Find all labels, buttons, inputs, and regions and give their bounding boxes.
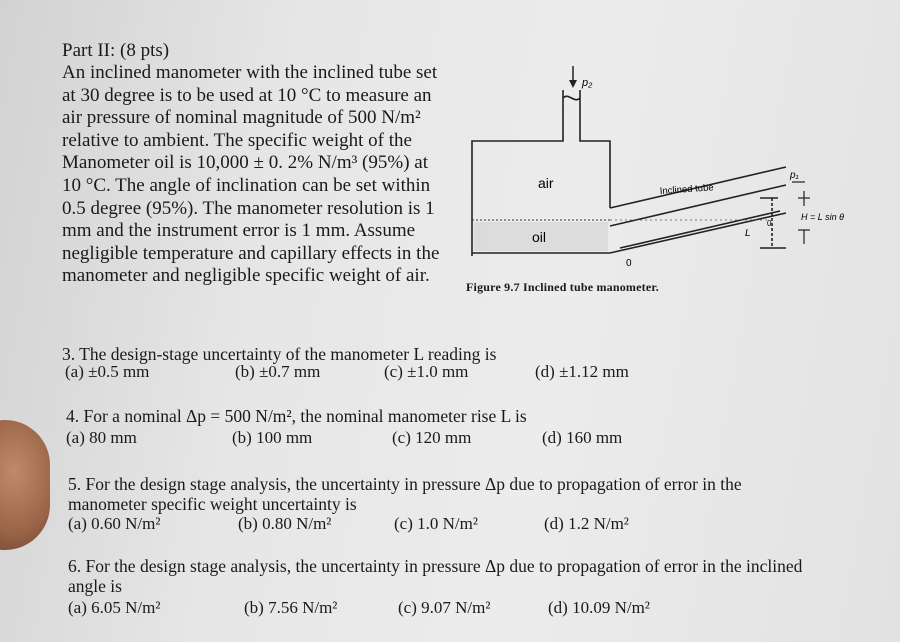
option-d: (d) ±1.12 mm — [535, 362, 629, 381]
question-4-options — [66, 428, 666, 450]
intro-line: negligible temperature and capillary effects in the — [62, 242, 440, 264]
option-d: (d) 160 mm — [542, 428, 623, 447]
option-c: (c) 120 mm — [392, 428, 472, 447]
option-c: (c) ±1.0 mm — [384, 362, 469, 381]
option-b: (b) 7.56 N/m² — [244, 598, 338, 617]
option-a: (a) 0.60 N/m² — [68, 514, 161, 533]
question-5-options — [68, 514, 668, 536]
question-text: 4. For a nominal Δp = 500 N/m², the nominal manometer rise L is — [66, 406, 527, 426]
oil-label: oil — [532, 229, 547, 245]
l-label: L — [745, 228, 751, 239]
problem-statement — [62, 62, 462, 288]
intro-line: 10 °C. The angle of inclination can be set within — [62, 174, 431, 196]
option-b: (b) 0.80 N/m² — [238, 514, 332, 533]
option-c: (c) 1.0 N/m² — [394, 514, 478, 533]
air-label: air — [538, 175, 554, 191]
option-a: (a) 80 mm — [66, 428, 137, 447]
option-a: (a) 6.05 N/m² — [68, 598, 161, 617]
zero-mark-right: 0 — [767, 219, 772, 228]
question-3 — [62, 344, 496, 364]
option-d: (d) 10.09 N/m² — [548, 598, 650, 617]
intro-line: mm and the instrument error is 1 mm. Assume — [62, 220, 416, 242]
intro-line: relative to ambient. The specific weight of the — [62, 129, 412, 151]
question-text-line: manometer specific weight uncertainty is — [68, 494, 357, 514]
p2-label: p₂ — [582, 77, 593, 89]
question-text-line: 6. For the design stage analysis, the uncertainty in pressure Δp due to propagation of error in the inclined — [68, 556, 803, 576]
intro-line: An inclined manometer with the inclined tube set — [62, 62, 438, 83]
intro-line: 0.5 degree (95%). The manometer resolution is 1 — [62, 197, 435, 219]
zero-mark-bottom: 0 — [626, 258, 632, 269]
scale-line — [620, 211, 780, 248]
question-text: 3. The design-stage uncertainty of the manometer L reading is — [62, 344, 497, 364]
figure-caption: Figure 9.7 Inclined tube manometer. — [466, 280, 659, 294]
option-d: (d) 1.2 N/m² — [544, 514, 629, 533]
inclined-manometer-figure — [460, 58, 890, 278]
part-title: Part II: (8 pts) — [62, 40, 170, 61]
question-text-line: angle is — [68, 576, 122, 596]
question-text-line: 5. For the design stage analysis, the uncertainty in pressure Δp due to propagation of error in the — [68, 474, 742, 494]
question-4 — [66, 406, 527, 426]
intro-line: Manometer oil is 10,000 ± 0. 2% N/m³ (95%) at — [62, 152, 428, 174]
option-b: (b) ±0.7 mm — [235, 362, 321, 381]
question-3-options — [65, 362, 665, 384]
option-c: (c) 9.07 N/m² — [398, 598, 491, 617]
p2-arrow-icon — [569, 80, 577, 88]
reservoir-right-wall — [580, 90, 610, 208]
p1-label: p₁ — [790, 170, 799, 181]
question-6 — [68, 556, 802, 596]
option-b: (b) 100 mm — [232, 428, 313, 447]
h-equation-label: H = L sin θ — [801, 212, 844, 222]
option-a: (a) ±0.5 mm — [65, 362, 150, 381]
question-5 — [68, 474, 742, 514]
intro-line: at 30 degree is to be used at 10 °C to measure an — [62, 84, 432, 106]
intro-line: manometer and negligible specific weight of air. — [62, 265, 430, 287]
inclined-tube-label: Inclined tube — [659, 182, 714, 197]
question-6-options — [68, 598, 668, 620]
intro-line: air pressure of nominal magnitude of 500 N/m² — [62, 107, 421, 129]
